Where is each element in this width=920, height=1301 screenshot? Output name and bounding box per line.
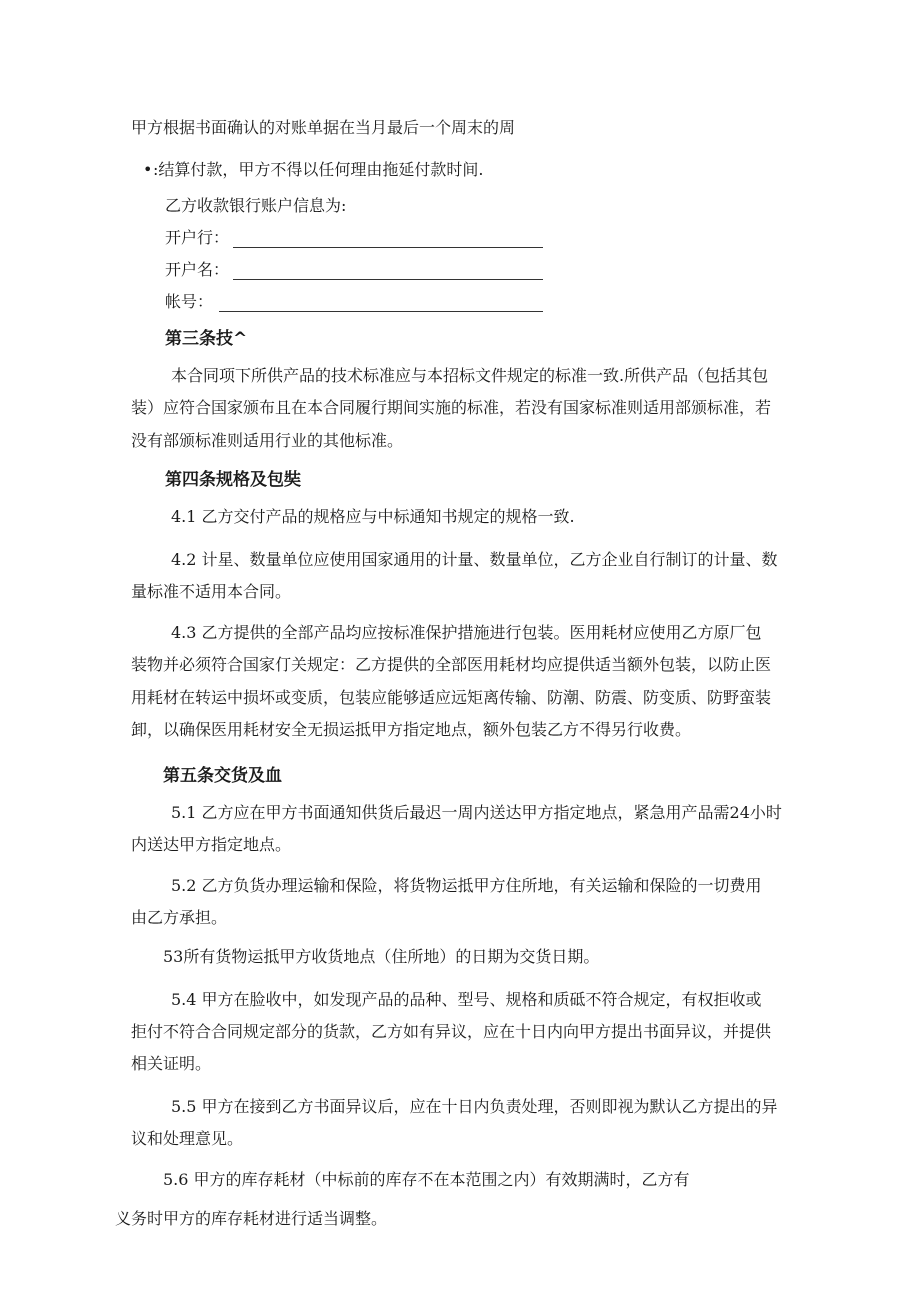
article-3-line: 装）应符合国家颁布且在本合同履行期间实施的标准，若没有国家标准则适用部颁标准，若 <box>131 398 772 417</box>
account-number-blank <box>219 295 543 312</box>
clause-5-1: 5.1 乙方应在甲方书面通知供货后最迟一周内送达甲方指定地点，紧急用产品需24小时 <box>171 803 782 822</box>
article-3-line: 没有部颁标准则适用行业的其他标准。 <box>131 431 404 450</box>
account-number-row <box>165 292 543 312</box>
clause-5-5: 5.5 甲方在接到乙方书面异议后，应在十日内负责处理，否则即视为默认乙方提出的异 <box>171 1097 778 1116</box>
intro-line-2: :结算付款，甲方不得以任何理由拖延付款时间. <box>153 160 484 179</box>
clause-5-4-cont: 相关证明。 <box>131 1054 212 1073</box>
account-number-label: 帐号： <box>165 292 214 311</box>
clause-4-3-cont: 装物并必须符合国家仃关规定：乙方提供的全部医用耗材均应提供适当额外包装，以防止医 <box>131 655 772 674</box>
clause-4-3-cont: 卸，以确保医用耗材安全无损运抵甲方指定地点，额外包装乙方不得另行收费。 <box>131 720 692 739</box>
bank-name-blank <box>233 231 543 248</box>
clause-5-6-cont: 义务时甲方的库存耗材进行适当调整。 <box>115 1209 388 1228</box>
clause-5-4: 5.4 甲方在脸收中，如发现产品的品种、型号、规格和质砥不符合规定，有权拒收或 <box>171 990 762 1009</box>
clause-5-6: 5.6 甲方的库存耗材（中标前的库存不在本范围之内）有效期满时，乙方有 <box>163 1170 690 1189</box>
clause-4-2: 4.2 计星、数量单位应使用国家通用的计量、数量单位，乙方企业自行制订的计量、数 <box>171 550 778 569</box>
clause-5-1-cont: 内送达甲方指定地点。 <box>131 835 292 854</box>
intro-line-1: 甲方根据书面确认的对账单据在当月最后一个周末的周 <box>131 118 516 137</box>
clause-5-3: 53所有货物运抵甲方收货地点（住所地）的日期为交货日期。 <box>163 947 600 966</box>
clause-5-4-cont: 拒付不符合合同规定部分的货款，乙方如有异议，应在十日内向甲方提出书面异议，并提供 <box>131 1022 772 1041</box>
clause-4-2-cont: 量标准不适用本合同。 <box>131 582 292 601</box>
clause-5-2: 5.2 乙方负货办理运输和保险，将货物运抵甲方住所地，有关运输和保险的一切费用 <box>171 876 762 895</box>
article-3-heading: 第三条技^ <box>165 329 248 349</box>
bank-name-row <box>165 228 543 248</box>
bank-info-title: 乙方收款银行账户信息为: <box>165 196 347 215</box>
account-name-label: 开户名： <box>165 260 230 279</box>
clause-4-3-cont: 用耗材在转运中损坏或变质，包装应能够适应远矩离传输、防潮、防震、防变质、防野蛮装 <box>131 688 772 707</box>
article-3-line: 本合同项下所供产品的技术标准应与本招标文件规定的标准一致.所供产品（包括其包 <box>171 366 769 385</box>
clause-4-1: 4.1 乙方交付产品的规格应与中标通知书规定的规格一致. <box>171 507 575 526</box>
intro-bullet: • <box>143 160 153 179</box>
article-5-heading: 第五条交货及血 <box>163 766 282 786</box>
account-name-blank <box>233 263 543 280</box>
clause-5-5-cont: 议和处理意见。 <box>131 1129 244 1148</box>
clause-4-3: 4.3 乙方提供的全部产品均应按标准保护措施进行包装。医用耗材应使用乙方原厂包 <box>171 623 762 642</box>
bank-name-label: 开户行： <box>165 228 230 247</box>
clause-5-2-cont: 由乙方承担。 <box>131 908 228 927</box>
article-4-heading: 第四条规格及包奘 <box>165 470 301 490</box>
account-name-row <box>165 260 543 280</box>
